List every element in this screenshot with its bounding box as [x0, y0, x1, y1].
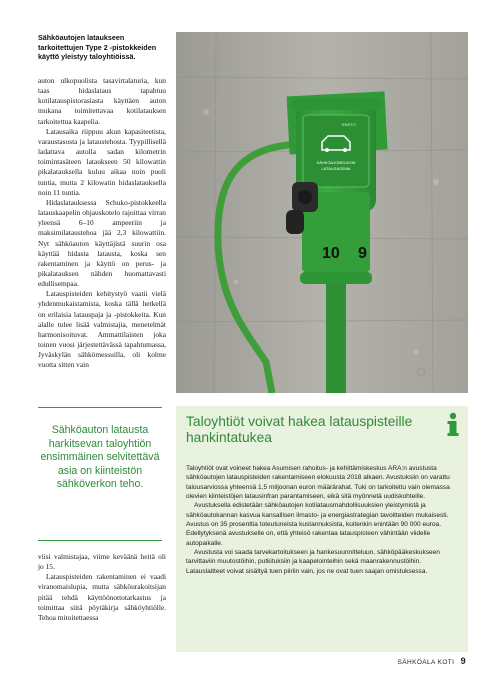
charger-brand: ENSTO — [342, 122, 356, 127]
svg-text:SÄHKÖAJONEUVON: SÄHKÖAJONEUVON — [316, 160, 356, 165]
socket-number-9: 9 — [358, 245, 367, 262]
pullquote-rule-top — [38, 407, 162, 408]
charger-post — [326, 284, 346, 393]
photo-caption: Sähköautojen lataukseen tarkoitettujen Type 2 -pistokkeiden käyttö yleistyy taloyhtiöissä. — [38, 33, 157, 61]
paragraph: Hidaslatauksessa Schuko-pistokkeella latauskaapelin ohjauskotelo rajoittaa virran yleensä 6–10 ampeeriin ja maksimilataustehoa jää 2,3 kilowattiin. Nyt sähköauton käyttäjistä suurin osa käyttää hidasta latausta, koska sen rakentaminen ja käyttö on perus- ja pikalatauksen nähden huomattavasti edullisempaa. — [38, 197, 166, 289]
paragraph: viisi valmistajaa, viime keväänä heitä oli jo 15. — [38, 552, 166, 572]
info-box — [176, 406, 468, 652]
svg-text:LATAUSASEMA: LATAUSASEMA — [321, 166, 351, 171]
paragraph: Latausaika riippuu akun kapasiteetista, varaustasosta ja lataustehosta. Tyypillisellä ladattava autolla sadan kilometrin toimintasäteen lataukseen 50 kilowattin pikalatauksella kuluu aikaa noin puoli tuntia, mutta 2 kilowatin hidaslatauksella noin 11 tuntia. — [38, 126, 166, 197]
page-number: 9 — [460, 656, 466, 666]
pullquote-rule-bottom — [38, 540, 162, 541]
paragraph: Latauspisteiden rakentaminen ei vaadi viranomaislupia, mutta sähköurakoitsijan pitää tehdä käyttöönottotarkastus ja toimittaa siitä pöytäkirja sähköyhtiölle. Tehoa mitoitettaessa — [38, 572, 166, 622]
charger-illustration — [176, 32, 468, 393]
info-box-text — [186, 464, 456, 576]
paragraph: Avustuksella edistetään sähköautojen kotilatausmahdollisuuksien yleistymistä ja sähköautokannan kasvua kansallisen ilmasto- ja energiastrategian tavoitteiden mukaisesti. Avustus on 35 prosenttia toteutuneista kustannuksista, kuitenkin enintään 90 000 euroa. Edellytyksenä avustukselle on, että yhteisö rakentaa latauspisteen vähintään viidelle autopaikalle. — [186, 502, 449, 547]
info-icon — [444, 412, 462, 438]
charging-station-photo — [176, 32, 468, 393]
paragraph: auton ulkopuolista tasavirtalaturia, kun taas hidaslataus tapahtuu kotilatauspistorasiasta käyttäen auton mukana toimitettavaa kotilatauksen tarkoitettua kaapelia. — [38, 76, 166, 126]
paragraph: Latauspisteiden kehitystyö vaatii vielä yhdenmukaistamista, koska tällä hetkellä on erilaisia latauspaja ja -pistokkeita. Kun alalle tulee lisää valmistajia, menetelmät harmonisoituvat. Ammattilaisten joka toinen vuosi järjestettävässä tapahtumassa, Jyväskylän sähkömessuilla, oli kolme vuotta sitten vain — [38, 289, 166, 370]
paragraph: Avustusta voi saada tarvekartoitukseen ja hankesuunnitteluun, sähköpääkeskukseen tarvittaviin muutostöihin, putkituksiin ja kaapelointeihin sekä maanrakennustöihin. Latauslaitteet voivat sisältyä tuen piiriin vain, jos ne ovat tuen saajan omistuksessa. — [186, 549, 440, 575]
socket-number-10: 10 — [322, 245, 340, 262]
page-footer — [398, 656, 466, 666]
article-column-2 — [38, 552, 166, 623]
paragraph: Taloyhtiöt ovat voineet hakea Asumisen rahoitus- ja kehittämiskeskus ARA:n avustusta sähköautojen latauspisteiden rakentamiseen elokuusta 2018 alkaen. Avustuksiin on varattu talousarviossa yhteensä 1,5 miljoonan euron määrärahat. Tuki on tarkoitettu vain olemassa olevien kiinteistöjen latausinfran parantamiseen, eikä sitä myönnetä uudiskohteille. — [186, 465, 450, 501]
publication-name: SÄHKÖALA KOTI — [397, 659, 455, 666]
article-column-1 — [38, 76, 166, 371]
pullquote: Sähköauton latausta harkitsevan taloyhtiön ensimmäinen selvitettävä asia on kiinteistön sähköverkon teho. — [40, 424, 160, 491]
info-box-title: Taloyhtiöt voivat hakea latauspisteille hankintatukea — [186, 414, 413, 445]
